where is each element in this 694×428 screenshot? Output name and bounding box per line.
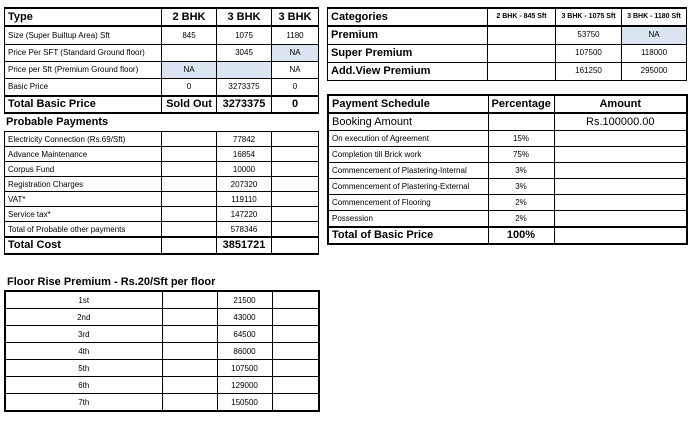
cell: 295000 — [622, 62, 687, 80]
floor-label: 1st — [5, 291, 162, 309]
categories-header — [328, 8, 687, 26]
table-row — [5, 147, 319, 162]
type-table — [4, 7, 319, 114]
booking-pct — [488, 113, 554, 131]
cell: 1180 — [272, 26, 319, 44]
row-label: Price per Sft (Premium Ground floor) — [5, 61, 162, 78]
stage-pct: 15% — [488, 131, 554, 147]
table-row — [5, 61, 319, 78]
table-row — [328, 163, 687, 179]
cell: 107500 — [556, 44, 622, 62]
cell: 3045 — [217, 44, 272, 61]
cell: 0 — [162, 78, 217, 96]
cell: 150500 — [217, 394, 272, 412]
header-percentage: Percentage — [488, 95, 554, 113]
table-row — [328, 147, 687, 163]
stage-label: Commencement of Flooring — [328, 195, 488, 211]
total-3bhk-a: 3273375 — [217, 96, 272, 113]
table-row — [5, 207, 319, 222]
header-amount: Amount — [554, 95, 687, 113]
cell: 16854 — [217, 147, 272, 162]
table-row — [5, 291, 319, 309]
stage-label: Completion till Brick work — [328, 147, 488, 163]
cell: 0 — [272, 78, 319, 96]
table-row — [5, 360, 319, 377]
stage-pct: 2% — [488, 195, 554, 211]
stage-pct: 3% — [488, 179, 554, 195]
cell — [488, 26, 556, 44]
floor-label: 4th — [5, 343, 162, 360]
cell — [488, 44, 556, 62]
probable-payments-title: Probable Payments — [6, 116, 109, 128]
floor-rise-title: Floor Rise Premium - Rs.20/Sft per floor — [7, 276, 216, 288]
total-label: Total Basic Price — [5, 96, 162, 113]
header-categories: Categories — [328, 8, 488, 26]
cell: 107500 — [217, 360, 272, 377]
stage-label: On execution of Agreement — [328, 131, 488, 147]
table-row — [5, 132, 319, 147]
header-3bhk-b: 3 BHK — [272, 8, 319, 26]
table-row — [5, 78, 319, 96]
cell — [217, 61, 272, 78]
stage-label: Commencement of Plastering-External — [328, 179, 488, 195]
row-label: Electricity Connection (Rs.69/Sft) — [5, 132, 162, 147]
booking-amount: Rs.100000.00 — [554, 113, 687, 131]
table-row — [5, 343, 319, 360]
header-type: Type — [5, 8, 162, 26]
row-label: Size (Super Builtup Area) Sft — [5, 26, 162, 44]
table-row — [328, 195, 687, 211]
table-row — [328, 26, 687, 44]
table-row — [5, 44, 319, 61]
table-row — [5, 162, 319, 177]
floor-rise-table — [4, 290, 320, 412]
table-row — [5, 309, 319, 326]
table-row — [328, 131, 687, 147]
cell: 118000 — [622, 44, 687, 62]
header-2bhk: 2 BHK — [162, 8, 217, 26]
probable-payments-table — [4, 131, 319, 255]
cell: 207320 — [217, 177, 272, 192]
cell: 845 — [162, 26, 217, 44]
header-payment-schedule: Payment Schedule — [328, 95, 488, 113]
type-table-header — [5, 8, 319, 26]
row-label: Service tax* — [5, 207, 162, 222]
cell: 64500 — [217, 326, 272, 343]
header-2bhk-845: 2 BHK - 845 Sft — [488, 8, 556, 26]
cell — [488, 62, 556, 80]
header-3bhk-1075: 3 BHK - 1075 Sft — [556, 8, 622, 26]
cell: NA — [162, 61, 217, 78]
table-row — [5, 394, 319, 412]
cell: 86000 — [217, 343, 272, 360]
categories-table — [327, 7, 687, 81]
cell: NA — [272, 61, 319, 78]
row-label: Price Per SFT (Standard Ground floor) — [5, 44, 162, 61]
cell: 129000 — [217, 377, 272, 394]
stage-pct: 2% — [488, 211, 554, 228]
cell: NA — [622, 26, 687, 44]
table-row — [328, 62, 687, 80]
cell: NA — [272, 44, 319, 61]
cell: 21500 — [217, 291, 272, 309]
floor-label: 5th — [5, 360, 162, 377]
row-label: VAT* — [5, 192, 162, 207]
floor-label: 3rd — [5, 326, 162, 343]
total-cost-row — [5, 237, 319, 254]
cell: 578346 — [217, 222, 272, 238]
row-label: Corpus Fund — [5, 162, 162, 177]
stage-pct: 3% — [488, 163, 554, 179]
cell: 53750 — [556, 26, 622, 44]
table-row — [5, 177, 319, 192]
row-label: Advance Maintenance — [5, 147, 162, 162]
floor-label: 7th — [5, 394, 162, 412]
category-label: Super Premium — [328, 44, 488, 62]
cell — [162, 44, 217, 61]
total-cost-label: Total Cost — [5, 237, 162, 254]
header-3bhk-1180: 3 BHK - 1180 Sft — [622, 8, 687, 26]
cell: 119110 — [217, 192, 272, 207]
booking-label: Booking Amount — [328, 113, 488, 131]
total-3bhk-b: 0 — [272, 96, 319, 113]
row-label: Registration Charges — [5, 177, 162, 192]
table-row — [5, 192, 319, 207]
schedule-header — [328, 95, 687, 113]
total-cost-value: 3851721 — [217, 237, 272, 254]
cell: 43000 — [217, 309, 272, 326]
floor-label: 6th — [5, 377, 162, 394]
table-row — [5, 222, 319, 238]
stage-label: Possession — [328, 211, 488, 228]
cell: 3273375 — [217, 78, 272, 96]
table-row — [328, 44, 687, 62]
stage-label: Commencement of Plastering-Internal — [328, 163, 488, 179]
schedule-total-pct: 100% — [488, 227, 554, 244]
table-row — [5, 377, 319, 394]
schedule-total-row — [328, 227, 687, 244]
floor-label: 2nd — [5, 309, 162, 326]
header-3bhk-a: 3 BHK — [217, 8, 272, 26]
cell: 77842 — [217, 132, 272, 147]
cell: 161250 — [556, 62, 622, 80]
cell: 10000 — [217, 162, 272, 177]
table-row — [328, 211, 687, 228]
row-label: Total of Probable other payments — [5, 222, 162, 238]
table-row — [5, 326, 319, 343]
schedule-total-label: Total of Basic Price — [328, 227, 488, 244]
stage-pct: 75% — [488, 147, 554, 163]
category-label: Add.View Premium — [328, 62, 488, 80]
row-label: Basic Price — [5, 78, 162, 96]
payment-schedule-table — [327, 94, 688, 245]
total-basic-price-row — [5, 96, 319, 113]
table-row — [5, 26, 319, 44]
total-2bhk: Sold Out — [162, 96, 217, 113]
cell: 1075 — [217, 26, 272, 44]
table-row — [328, 179, 687, 195]
category-label: Premium — [328, 26, 488, 44]
booking-amount-row — [328, 113, 687, 131]
cell: 147220 — [217, 207, 272, 222]
